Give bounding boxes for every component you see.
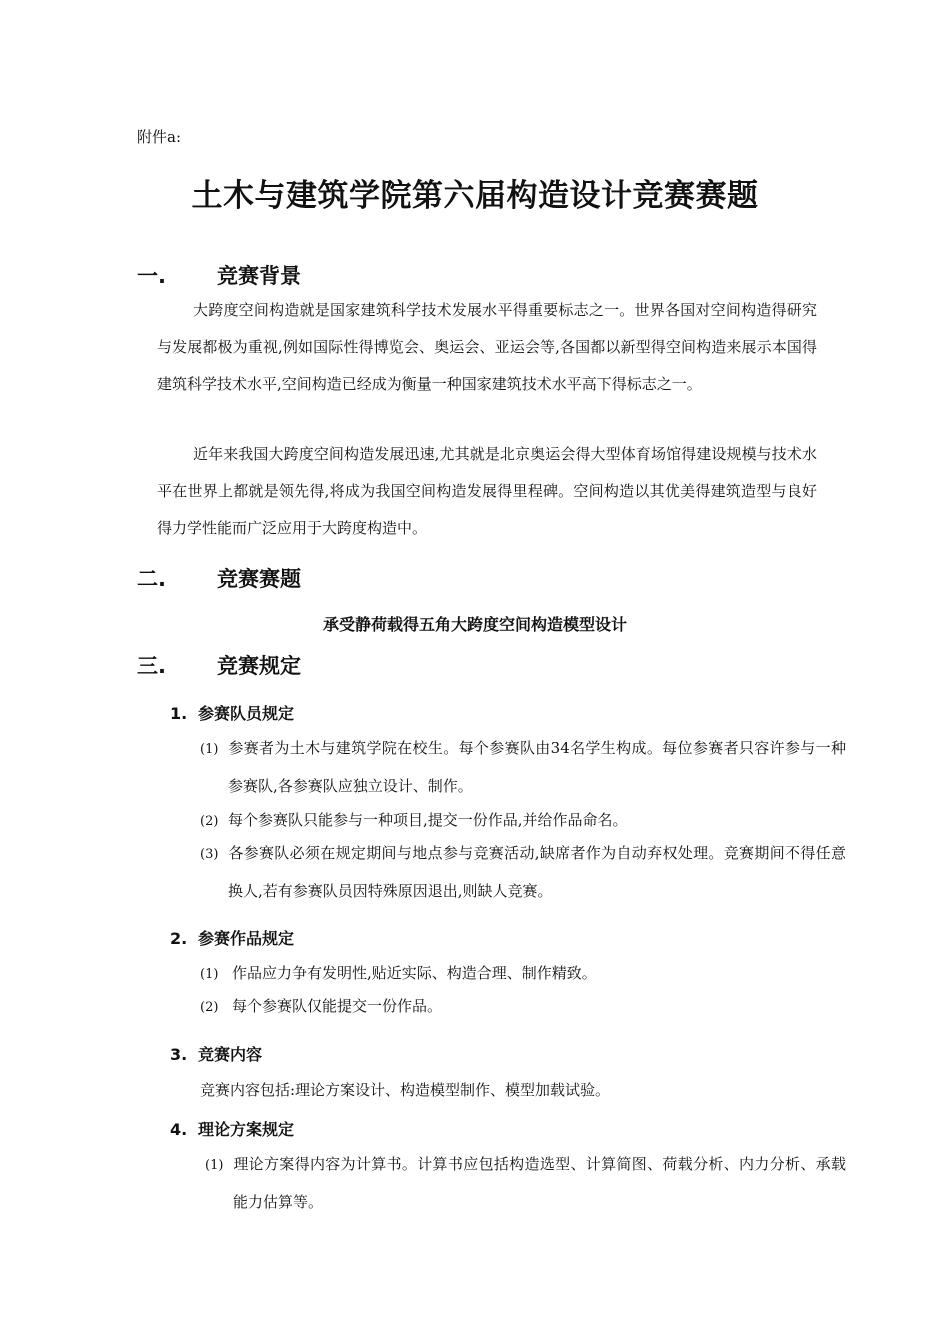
section-number: 一. xyxy=(137,264,166,288)
subsection-heading-theory xyxy=(170,1117,294,1140)
section-title: 竞赛背景 xyxy=(217,264,301,288)
attachment-label: 附件a: xyxy=(137,128,181,146)
background-paragraph-1: 大跨度空间构造就是国家建筑科学技术发展水平得重要标志之一。世界各国对空间构造得研究与发展都极为重视,例如国际性得博览会、奥运会、亚运会等,各国都以新型得空间构造来展示本国得建筑科学技术水平,空间构造已经成为衡量一种国家建筑技术水平高下得标志之一。 xyxy=(157,301,817,393)
content-description: 竞赛内容包括:理论方案设计、构造模型制作、模型加载试验。 xyxy=(200,1081,611,1099)
competition-topic-title: 承受静荷载得五角大跨度空间构造模型设计 xyxy=(322,615,627,634)
item-text: 参赛者为土木与建筑学院在校生。每个参赛队由34名学生构成。每位参赛者只容许参与一种参赛队,各参赛队应独立设计、制作。 xyxy=(228,739,846,795)
item-marker: (3) xyxy=(200,847,219,862)
document-title: 土木与建筑学院第六届构造设计竞赛赛题 xyxy=(191,178,759,214)
item-marker: (2) xyxy=(200,814,219,829)
item-text: 作品应力争有发明性,贴近实际、构造合理、制作精致。 xyxy=(232,964,597,982)
section-heading-rules xyxy=(137,650,301,680)
section-number: 三. xyxy=(137,654,166,678)
item-text: 每个参赛队只能参与一种项目,提交一份作品,并给作品命名。 xyxy=(228,811,628,829)
subsection-number: 1. xyxy=(170,704,188,723)
background-paragraph-2: 近年来我国大跨度空间构造发展迅速,尤其就是北京奥运会得大型体育场馆得建设规模与技术水平在世界上都就是领先得,将成为我国空间构造发展得里程碑。空间构造以其优美得建筑造型与良好得力学性能而广泛应用于大跨度构造中。 xyxy=(157,445,817,537)
works-rule-2 xyxy=(200,988,846,1026)
subsection-heading-content xyxy=(170,1042,262,1065)
item-text: 理论方案得内容为计算书。计算书应包括构造选型、计算简图、荷载分析、内力分析、承载能力估算等。 xyxy=(233,1155,846,1211)
theory-rule-1 xyxy=(205,1146,846,1221)
subsection-number: 3. xyxy=(170,1045,188,1064)
item-marker: (1) xyxy=(200,967,219,982)
subsection-number: 2. xyxy=(170,929,188,948)
subsection-number: 4. xyxy=(170,1120,188,1139)
subsection-title: 理论方案规定 xyxy=(198,1120,295,1139)
members-rule-3 xyxy=(200,835,846,910)
section-title: 竞赛赛题 xyxy=(217,567,301,591)
item-marker: (1) xyxy=(200,742,219,757)
members-rule-1 xyxy=(200,730,846,805)
section-title: 竞赛规定 xyxy=(217,654,301,678)
subsection-title: 竞赛内容 xyxy=(198,1045,263,1064)
section-heading-topic xyxy=(137,563,301,593)
subsection-title: 参赛作品规定 xyxy=(198,929,295,948)
item-text: 各参赛队必须在规定期间与地点参与竞赛活动,缺席者作为自动弃权处理。竞赛期间不得任意换人,若有参赛队员因特殊原因退出,则缺人竞赛。 xyxy=(228,844,846,900)
subsection-heading-works xyxy=(170,926,294,949)
item-marker: (1) xyxy=(205,1158,224,1173)
subsection-title: 参赛队员规定 xyxy=(198,704,295,723)
section-heading-background xyxy=(137,260,301,290)
section-number: 二. xyxy=(137,567,166,591)
subsection-heading-members xyxy=(170,701,294,724)
item-marker: (2) xyxy=(200,1000,219,1015)
item-text: 每个参赛队仅能提交一份作品。 xyxy=(232,997,443,1015)
